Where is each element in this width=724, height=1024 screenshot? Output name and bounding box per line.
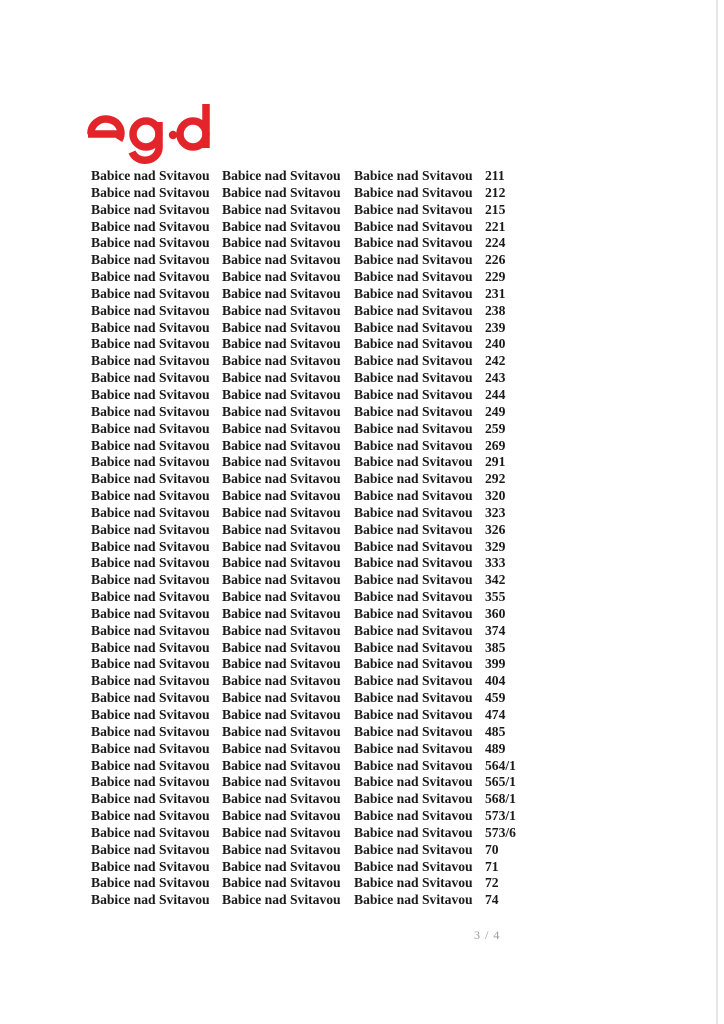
table-row — [91, 320, 525, 337]
cadastral-territory-cell: Babice nad Svitavou — [354, 488, 473, 504]
cadastral-area-cell: Babice nad Svitavou — [222, 555, 341, 571]
cadastral-territory-cell: Babice nad Svitavou — [354, 723, 473, 739]
cadastral-area-cell: Babice nad Svitavou — [222, 622, 341, 638]
table-row — [91, 623, 525, 640]
table-row — [91, 353, 525, 370]
parcel-number-cell: 239 — [485, 319, 506, 335]
parcel-number-cell: 244 — [485, 386, 506, 402]
municipality-cell: Babice nad Svitavou — [91, 555, 210, 571]
municipality-cell: Babice nad Svitavou — [91, 841, 210, 857]
cadastral-area-cell: Babice nad Svitavou — [222, 538, 341, 554]
parcel-number-cell: 374 — [485, 622, 506, 638]
table-row — [91, 202, 525, 219]
page-number: 3 / 4 — [474, 928, 501, 942]
table-row — [91, 656, 525, 673]
municipality-cell: Babice nad Svitavou — [91, 858, 210, 874]
cadastral-area-cell: Babice nad Svitavou — [222, 572, 341, 588]
table-row — [91, 774, 525, 791]
cadastral-territory-cell: Babice nad Svitavou — [354, 201, 473, 217]
parcel-number-cell: 565/1 — [485, 774, 516, 790]
cadastral-territory-cell: Babice nad Svitavou — [354, 252, 473, 268]
parcel-number-cell: 229 — [485, 269, 506, 285]
cadastral-territory-cell: Babice nad Svitavou — [354, 841, 473, 857]
cadastral-territory-cell: Babice nad Svitavou — [354, 504, 473, 520]
table-row — [91, 505, 525, 522]
parcel-number-cell: 215 — [485, 201, 506, 217]
cadastral-area-cell: Babice nad Svitavou — [222, 353, 341, 369]
cadastral-area-cell: Babice nad Svitavou — [222, 370, 341, 386]
cadastral-territory-cell: Babice nad Svitavou — [354, 454, 473, 470]
parcel-number-cell: 323 — [485, 504, 506, 520]
cadastral-territory-cell: Babice nad Svitavou — [354, 892, 473, 908]
table-row — [91, 387, 525, 404]
municipality-cell: Babice nad Svitavou — [91, 201, 210, 217]
table-row — [91, 303, 525, 320]
municipality-cell: Babice nad Svitavou — [91, 370, 210, 386]
cadastral-area-cell: Babice nad Svitavou — [222, 639, 341, 655]
municipality-cell: Babice nad Svitavou — [91, 285, 210, 301]
table-row — [91, 690, 525, 707]
cadastral-area-cell: Babice nad Svitavou — [222, 707, 341, 722]
municipality-cell: Babice nad Svitavou — [91, 488, 210, 504]
cadastral-area-cell: Babice nad Svitavou — [222, 605, 341, 621]
cadastral-territory-cell: Babice nad Svitavou — [354, 690, 473, 706]
cadastral-area-cell: Babice nad Svitavou — [222, 319, 341, 335]
cadastral-territory-cell: Babice nad Svitavou — [354, 336, 473, 352]
table-row — [91, 875, 525, 892]
municipality-cell: Babice nad Svitavou — [91, 471, 210, 487]
page-edge-shadow — [716, 0, 718, 1024]
table-row — [91, 370, 525, 387]
cadastral-territory-cell: Babice nad Svitavou — [354, 471, 473, 487]
table-row — [91, 724, 525, 741]
cadastral-territory-cell: Babice nad Svitavou — [354, 824, 473, 840]
table-row — [91, 522, 525, 539]
cadastral-area-cell: Babice nad Svitavou — [222, 386, 341, 402]
municipality-cell: Babice nad Svitavou — [91, 454, 210, 470]
parcel-number-cell: 70 — [485, 841, 499, 857]
parcel-number-cell: 238 — [485, 302, 506, 318]
parcel-number-cell: 224 — [485, 235, 506, 251]
table-row — [91, 488, 525, 505]
cadastral-area-cell: Babice nad Svitavou — [222, 589, 341, 605]
municipality-cell: Babice nad Svitavou — [91, 791, 210, 807]
cadastral-area-cell: Babice nad Svitavou — [222, 488, 341, 504]
table-row — [91, 235, 525, 252]
table-row — [91, 572, 525, 589]
cadastral-area-cell: Babice nad Svitavou — [222, 403, 341, 419]
parcel-number-cell: 489 — [485, 740, 506, 756]
table-row — [91, 892, 525, 909]
parcel-number-cell: 404 — [485, 673, 506, 689]
cadastral-area-cell: Babice nad Svitavou — [222, 504, 341, 520]
table-row — [91, 640, 525, 657]
cadastral-territory-cell: Babice nad Svitavou — [354, 622, 473, 638]
parcel-number-cell: 74 — [485, 892, 499, 908]
municipality-cell: Babice nad Svitavou — [91, 302, 210, 318]
table-row — [91, 404, 525, 421]
cadastral-territory-cell: Babice nad Svitavou — [354, 875, 473, 891]
cadastral-territory-cell: Babice nad Svitavou — [354, 673, 473, 689]
municipality-cell: Babice nad Svitavou — [91, 808, 210, 824]
parcel-number-cell: 573/1 — [485, 808, 516, 824]
municipality-cell: Babice nad Svitavou — [91, 437, 210, 453]
municipality-cell: Babice nad Svitavou — [91, 386, 210, 402]
municipality-cell: Babice nad Svitavou — [91, 353, 210, 369]
municipality-cell: Babice nad Svitavou — [91, 420, 210, 436]
cadastral-area-cell: Babice nad Svitavou — [222, 875, 341, 891]
cadastral-territory-cell: Babice nad Svitavou — [354, 858, 473, 874]
parcel-number-cell: 360 — [485, 605, 506, 621]
parcel-number-cell: 226 — [485, 252, 506, 268]
cadastral-territory-cell: Babice nad Svitavou — [354, 218, 473, 234]
parcel-number-cell: 259 — [485, 420, 506, 436]
table-row — [91, 606, 525, 623]
cadastral-territory-cell: Babice nad Svitavou — [354, 639, 473, 655]
table-row — [91, 185, 525, 202]
municipality-cell: Babice nad Svitavou — [91, 690, 210, 706]
table-row — [91, 673, 525, 690]
parcel-number-cell: 221 — [485, 218, 506, 234]
municipality-cell: Babice nad Svitavou — [91, 319, 210, 335]
municipality-cell: Babice nad Svitavou — [91, 538, 210, 554]
municipality-cell: Babice nad Svitavou — [91, 269, 210, 285]
table-row — [91, 252, 525, 269]
cadastral-area-cell: Babice nad Svitavou — [222, 302, 341, 318]
cadastral-area-cell: Babice nad Svitavou — [222, 252, 341, 268]
cadastral-area-cell: Babice nad Svitavou — [222, 808, 341, 824]
cadastral-territory-cell: Babice nad Svitavou — [354, 370, 473, 386]
table-row — [91, 758, 525, 775]
cadastral-area-cell: Babice nad Svitavou — [222, 336, 341, 352]
table-row — [91, 555, 525, 572]
cadastral-territory-cell: Babice nad Svitavou — [354, 707, 473, 722]
parcel-number-cell: 333 — [485, 555, 506, 571]
table-row — [91, 842, 525, 859]
cadastral-area-cell: Babice nad Svitavou — [222, 201, 341, 217]
municipality-cell: Babice nad Svitavou — [91, 622, 210, 638]
cadastral-territory-cell: Babice nad Svitavou — [354, 302, 473, 318]
cadastral-area-cell: Babice nad Svitavou — [222, 656, 341, 672]
table-row — [91, 438, 525, 455]
municipality-cell: Babice nad Svitavou — [91, 707, 210, 722]
cadastral-territory-cell: Babice nad Svitavou — [354, 403, 473, 419]
egd-logo — [84, 96, 214, 166]
municipality-cell: Babice nad Svitavou — [91, 673, 210, 689]
municipality-cell: Babice nad Svitavou — [91, 235, 210, 251]
cadastral-territory-cell: Babice nad Svitavou — [354, 521, 473, 537]
cadastral-area-cell: Babice nad Svitavou — [222, 892, 341, 908]
cadastral-area-cell: Babice nad Svitavou — [222, 218, 341, 234]
parcel-number-cell: 291 — [485, 454, 506, 470]
cadastral-territory-cell: Babice nad Svitavou — [354, 420, 473, 436]
municipality-cell: Babice nad Svitavou — [91, 336, 210, 352]
parcel-number-cell: 72 — [485, 875, 499, 891]
parcel-number-cell: 485 — [485, 723, 506, 739]
parcel-number-cell: 399 — [485, 656, 506, 672]
municipality-cell: Babice nad Svitavou — [91, 892, 210, 908]
municipality-cell: Babice nad Svitavou — [91, 504, 210, 520]
municipality-cell: Babice nad Svitavou — [91, 184, 210, 200]
parcel-number-cell: 269 — [485, 437, 506, 453]
municipality-cell: Babice nad Svitavou — [91, 639, 210, 655]
cadastral-territory-cell: Babice nad Svitavou — [354, 285, 473, 301]
parcel-number-cell: 326 — [485, 521, 506, 537]
table-row — [91, 825, 525, 842]
table-row — [91, 791, 525, 808]
municipality-cell: Babice nad Svitavou — [91, 252, 210, 268]
table-row — [91, 168, 525, 185]
cadastral-territory-cell: Babice nad Svitavou — [354, 319, 473, 335]
parcel-number-cell: 474 — [485, 707, 506, 722]
cadastral-area-cell: Babice nad Svitavou — [222, 757, 341, 773]
cadastral-territory-cell: Babice nad Svitavou — [354, 572, 473, 588]
parcel-number-cell: 243 — [485, 370, 506, 386]
cadastral-territory-cell: Babice nad Svitavou — [354, 269, 473, 285]
municipality-cell: Babice nad Svitavou — [91, 757, 210, 773]
cadastral-area-cell: Babice nad Svitavou — [222, 791, 341, 807]
parcel-number-cell: 249 — [485, 403, 506, 419]
parcel-number-cell: 212 — [485, 184, 506, 200]
cadastral-territory-cell: Babice nad Svitavou — [354, 774, 473, 790]
cadastral-area-cell: Babice nad Svitavou — [222, 471, 341, 487]
table-row — [91, 269, 525, 286]
cadastral-territory-cell: Babice nad Svitavou — [354, 757, 473, 773]
parcel-number-cell: 385 — [485, 639, 506, 655]
municipality-cell: Babice nad Svitavou — [91, 875, 210, 891]
cadastral-area-cell: Babice nad Svitavou — [222, 858, 341, 874]
cadastral-territory-cell: Babice nad Svitavou — [354, 353, 473, 369]
cadastral-area-cell: Babice nad Svitavou — [222, 521, 341, 537]
municipality-cell: Babice nad Svitavou — [91, 740, 210, 756]
cadastral-territory-cell: Babice nad Svitavou — [354, 808, 473, 824]
parcel-number-cell: 342 — [485, 572, 506, 588]
table-row — [91, 286, 525, 303]
table-row — [91, 539, 525, 556]
parcel-number-cell: 320 — [485, 488, 506, 504]
table-row — [91, 454, 525, 471]
cadastral-territory-cell: Babice nad Svitavou — [354, 589, 473, 605]
cadastral-area-cell: Babice nad Svitavou — [222, 269, 341, 285]
parcel-number-cell: 211 — [485, 168, 505, 183]
table-row — [91, 471, 525, 488]
table-row — [91, 336, 525, 353]
cadastral-territory-cell: Babice nad Svitavou — [354, 538, 473, 554]
parcel-number-cell: 459 — [485, 690, 506, 706]
table-row — [91, 859, 525, 876]
parcel-number-cell: 292 — [485, 471, 506, 487]
cadastral-area-cell: Babice nad Svitavou — [222, 824, 341, 840]
table-row — [91, 589, 525, 606]
cadastral-area-cell: Babice nad Svitavou — [222, 454, 341, 470]
parcel-number-cell: 231 — [485, 285, 506, 301]
parcel-number-cell: 564/1 — [485, 757, 516, 773]
cadastral-area-cell: Babice nad Svitavou — [222, 437, 341, 453]
cadastral-area-cell: Babice nad Svitavou — [222, 740, 341, 756]
cadastral-area-cell: Babice nad Svitavou — [222, 841, 341, 857]
cadastral-area-cell: Babice nad Svitavou — [222, 723, 341, 739]
table-row — [91, 219, 525, 236]
parcel-number-cell: 355 — [485, 589, 506, 605]
cadastral-area-cell: Babice nad Svitavou — [222, 690, 341, 706]
table-row — [91, 741, 525, 758]
cadastral-territory-cell: Babice nad Svitavou — [354, 605, 473, 621]
parcel-number-cell: 71 — [485, 858, 499, 874]
municipality-cell: Babice nad Svitavou — [91, 403, 210, 419]
cadastral-territory-cell: Babice nad Svitavou — [354, 791, 473, 807]
municipality-cell: Babice nad Svitavou — [91, 723, 210, 739]
parcel-number-cell: 240 — [485, 336, 506, 352]
municipality-cell: Babice nad Svitavou — [91, 168, 210, 183]
parcel-number-cell: 573/6 — [485, 824, 516, 840]
cadastral-territory-cell: Babice nad Svitavou — [354, 184, 473, 200]
cadastral-area-cell: Babice nad Svitavou — [222, 184, 341, 200]
parcel-number-cell: 329 — [485, 538, 506, 554]
cadastral-area-cell: Babice nad Svitavou — [222, 168, 341, 183]
cadastral-territory-cell: Babice nad Svitavou — [354, 555, 473, 571]
cadastral-area-cell: Babice nad Svitavou — [222, 420, 341, 436]
cadastral-territory-cell: Babice nad Svitavou — [354, 168, 473, 183]
municipality-cell: Babice nad Svitavou — [91, 589, 210, 605]
parcel-number-cell: 568/1 — [485, 791, 516, 807]
cadastral-territory-cell: Babice nad Svitavou — [354, 386, 473, 402]
cadastral-territory-cell: Babice nad Svitavou — [354, 235, 473, 251]
municipality-cell: Babice nad Svitavou — [91, 521, 210, 537]
cadastral-area-cell: Babice nad Svitavou — [222, 673, 341, 689]
municipality-cell: Babice nad Svitavou — [91, 572, 210, 588]
municipality-cell: Babice nad Svitavou — [91, 218, 210, 234]
parcel-number-cell: 242 — [485, 353, 506, 369]
municipality-cell: Babice nad Svitavou — [91, 824, 210, 840]
cadastral-area-cell: Babice nad Svitavou — [222, 774, 341, 790]
cadastral-territory-cell: Babice nad Svitavou — [354, 437, 473, 453]
cadastral-territory-cell: Babice nad Svitavou — [354, 656, 473, 672]
cadastral-area-cell: Babice nad Svitavou — [222, 235, 341, 251]
municipality-cell: Babice nad Svitavou — [91, 774, 210, 790]
municipality-cell: Babice nad Svitavou — [91, 656, 210, 672]
cadastral-territory-cell: Babice nad Svitavou — [354, 740, 473, 756]
table-row — [91, 808, 525, 825]
municipality-cell: Babice nad Svitavou — [91, 605, 210, 621]
parcel-table — [91, 168, 525, 909]
table-row — [91, 707, 525, 724]
table-row — [91, 421, 525, 438]
cadastral-area-cell: Babice nad Svitavou — [222, 285, 341, 301]
